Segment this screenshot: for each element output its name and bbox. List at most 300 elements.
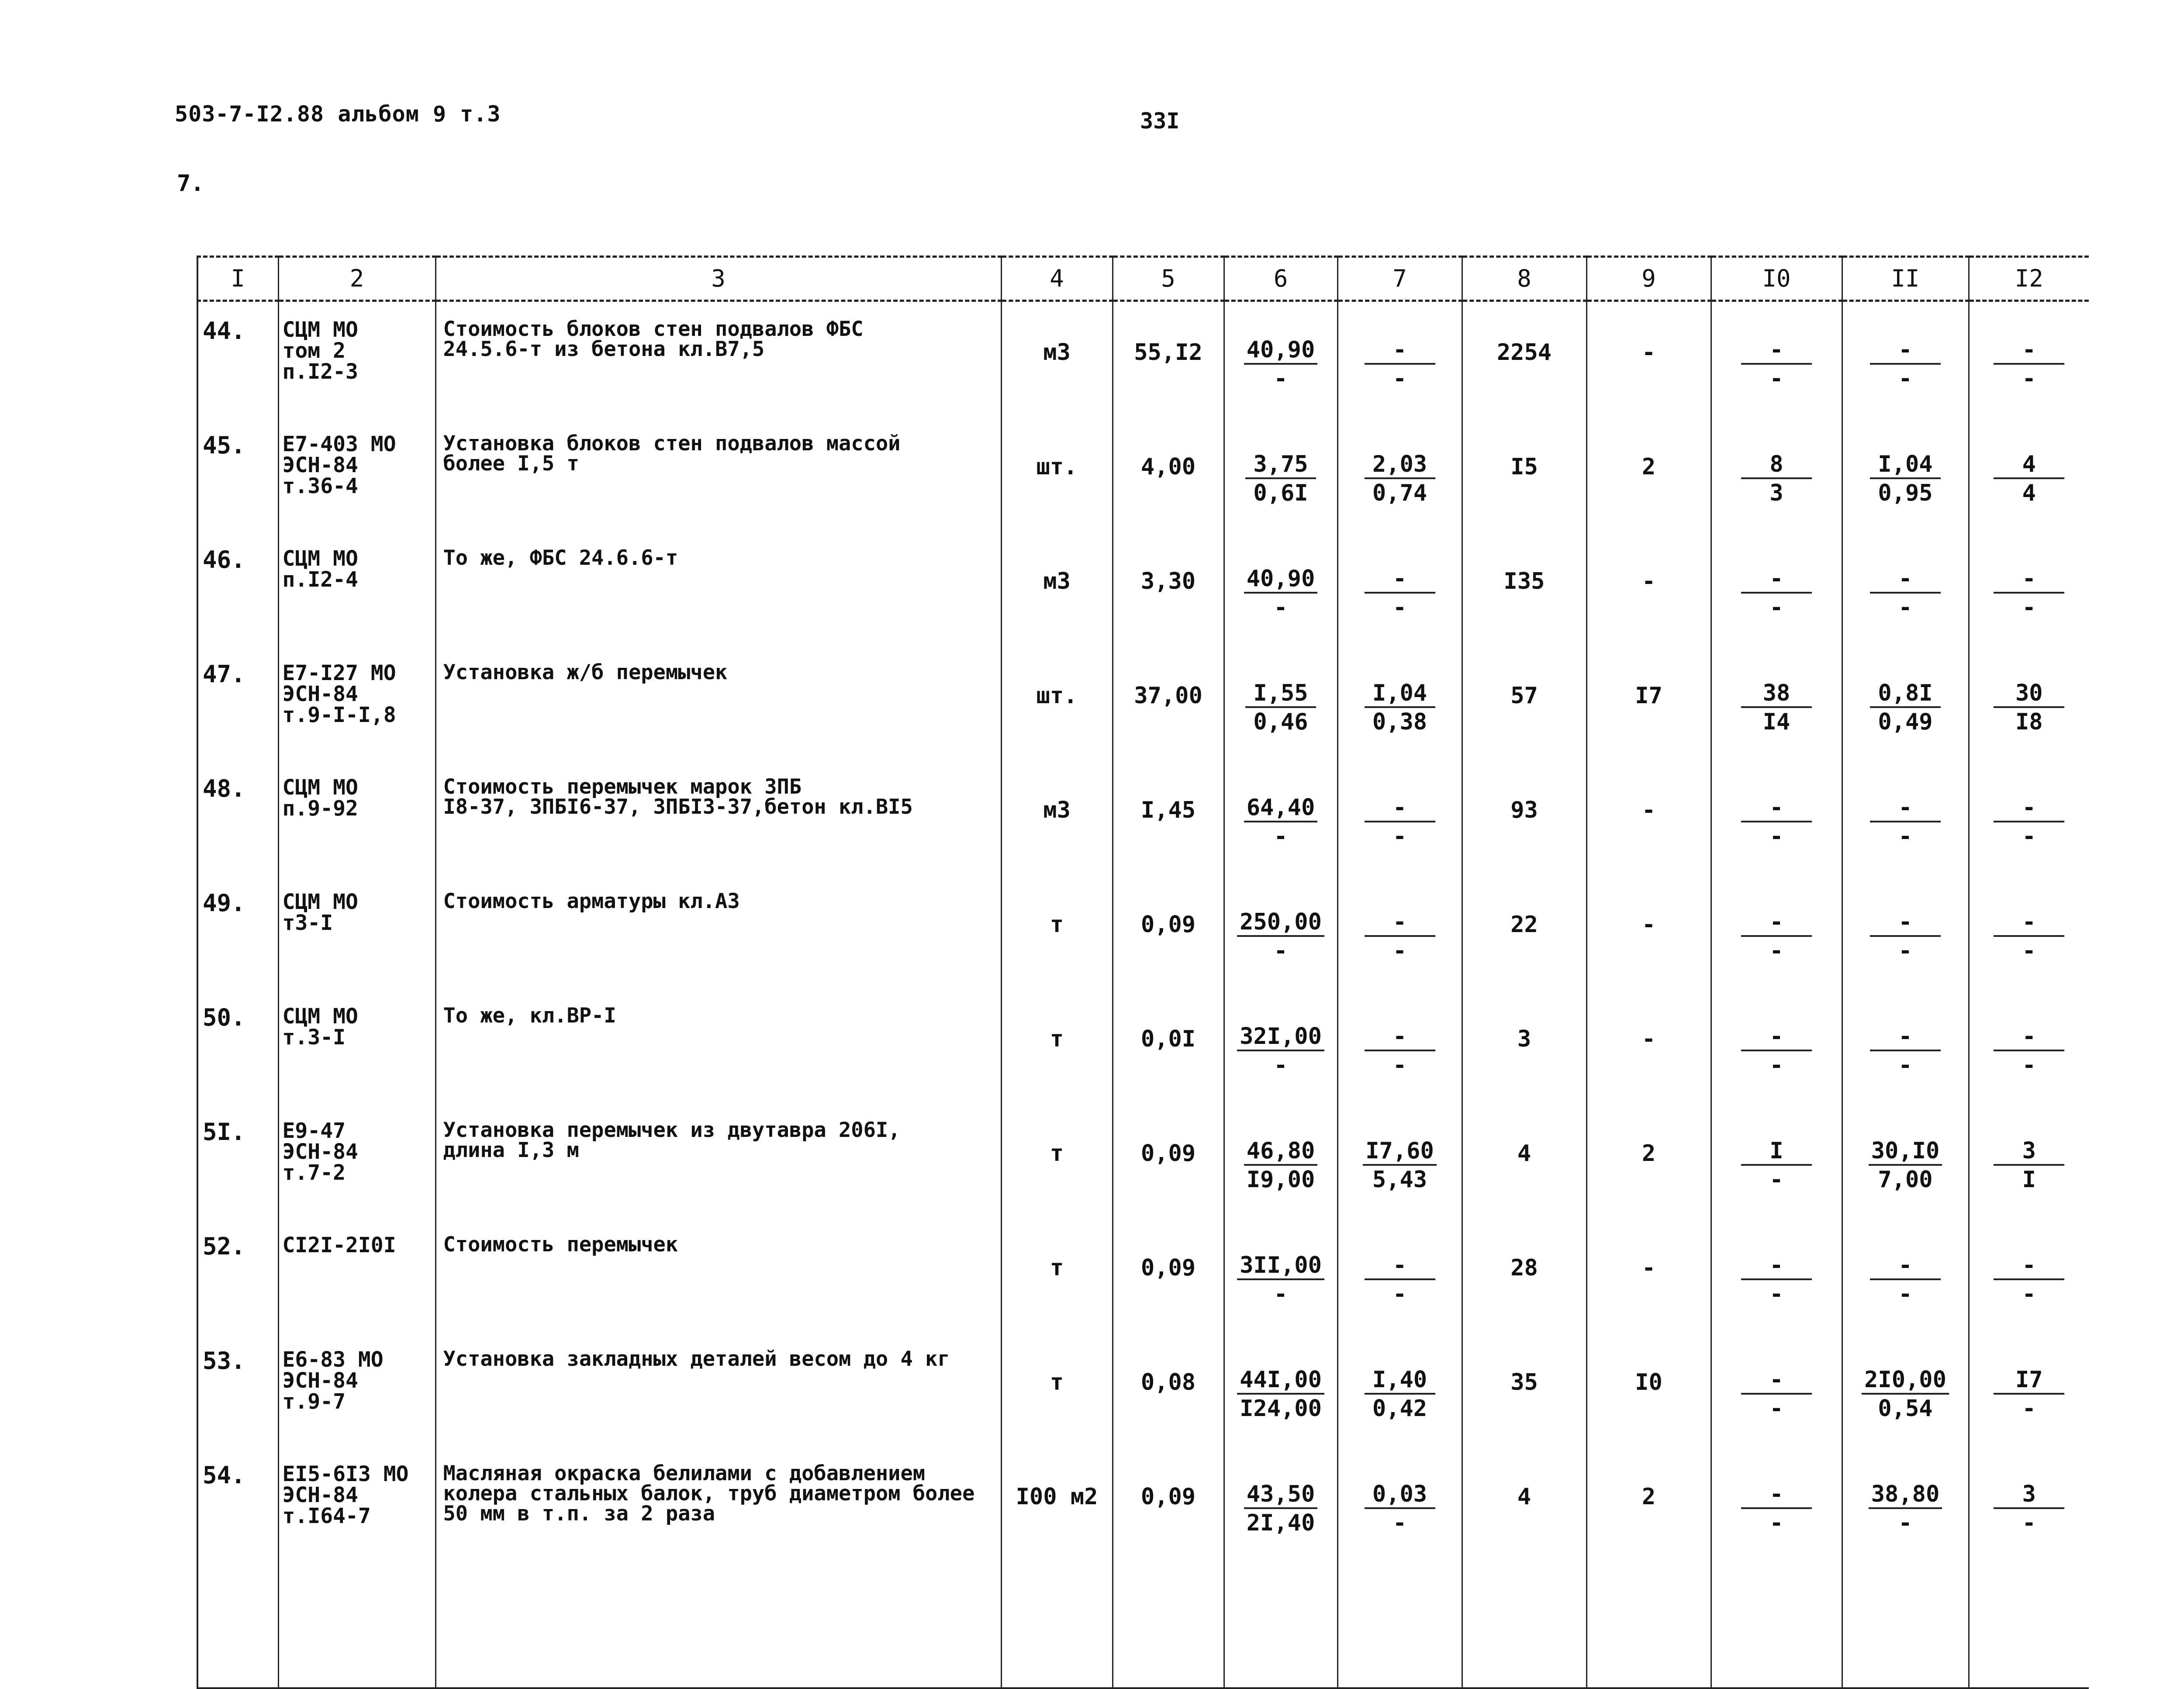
fraction-denominator: - <box>1769 1167 1783 1193</box>
fraction <box>1338 1254 1462 1306</box>
fraction-cell-c6 <box>1224 777 1337 891</box>
fraction <box>1225 567 1337 619</box>
fraction-cell-c10 <box>1711 434 1842 548</box>
fraction-denominator: - <box>1393 938 1407 964</box>
quantity: 55,I2 <box>1113 319 1224 434</box>
fraction-numerator: 2I0,00 <box>1862 1368 1949 1395</box>
fraction-numerator: I,04 <box>1870 453 1941 479</box>
fraction-numerator: 0,03 <box>1365 1483 1435 1509</box>
fraction-numerator: - <box>1994 796 2064 822</box>
fraction-numerator: 3 <box>1994 1483 2064 1509</box>
fraction <box>1843 453 1968 504</box>
row-number: 49. <box>197 891 278 1006</box>
empty-cell <box>1462 1578 1586 1688</box>
work-name: Установка ж/б перемычек <box>435 663 1001 777</box>
fraction-denominator: 0,74 <box>1372 480 1427 506</box>
fraction-cell-c10 <box>1711 891 1842 1006</box>
empty-cell <box>1842 1578 1969 1688</box>
fraction-numerator: - <box>1741 1254 1812 1280</box>
row-number: 54. <box>197 1464 278 1578</box>
fraction-cell-c12 <box>1969 434 2089 548</box>
fraction <box>1225 1483 1337 1534</box>
fraction-numerator: - <box>1994 1025 2064 1051</box>
unit: т <box>1001 1120 1113 1235</box>
norm-code: Е9-47 ЭСН-84 т.7-2 <box>278 1120 435 1235</box>
fraction-numerator: 38 <box>1741 682 1812 708</box>
fraction <box>1970 453 2089 504</box>
fraction-numerator: 40,90 <box>1244 567 1318 594</box>
fraction-denominator: - <box>1898 366 1912 392</box>
unit: т <box>1001 1006 1113 1120</box>
fraction-denominator: - <box>2022 1052 2036 1078</box>
fraction-cell-c11 <box>1842 663 1969 777</box>
table-end-row <box>197 1578 2089 1688</box>
table-row <box>197 1349 2089 1464</box>
fraction-numerator: - <box>1741 567 1812 594</box>
fraction-denominator: - <box>1274 938 1288 964</box>
fraction-cell-c12 <box>1969 777 2089 891</box>
fraction-cell-c10 <box>1711 777 1842 891</box>
fraction-denominator: - <box>1274 594 1288 621</box>
fraction-cell-c7 <box>1337 548 1462 663</box>
fraction-denominator: - <box>1898 1510 1912 1536</box>
norm-code: Е7-I27 МО ЭСН-84 т.9-I-I,8 <box>278 663 435 777</box>
column-header-row <box>197 257 2089 301</box>
table-row <box>197 663 2089 777</box>
column-header: 8 <box>1462 257 1586 301</box>
work-name: То же, ФБС 24.6.6-т <box>435 548 1001 663</box>
quantity: 4,00 <box>1113 434 1224 548</box>
fraction-cell-c7 <box>1337 1235 1462 1349</box>
fraction <box>1225 1025 1337 1077</box>
column-9-value: - <box>1586 1006 1711 1120</box>
fraction <box>1712 1368 1842 1420</box>
fraction-denominator: I <box>2022 1167 2036 1193</box>
document-code: 503-7-I2.88 альбом 9 т.3 <box>175 101 501 127</box>
fraction-numerator: 3 <box>1994 1140 2064 1166</box>
fraction-denominator: - <box>2022 1510 2036 1536</box>
fraction-cell-c7 <box>1337 777 1462 891</box>
fraction-numerator: - <box>1870 911 1941 937</box>
column-9-value: - <box>1586 1235 1711 1349</box>
fraction-numerator: 4 <box>1994 453 2064 479</box>
fraction <box>1970 1254 2089 1306</box>
table-row <box>197 891 2089 1006</box>
fraction-numerator: - <box>1365 567 1435 594</box>
total-cost: 35 <box>1462 1349 1586 1464</box>
fraction-cell-c6 <box>1224 319 1337 434</box>
work-name: Установка закладных деталей весом до 4 кг <box>435 1349 1001 1464</box>
fraction-cell-c7 <box>1337 663 1462 777</box>
fraction-denominator: - <box>1769 594 1783 621</box>
work-name: То же, кл.ВР-I <box>435 1006 1001 1120</box>
column-header: I2 <box>1969 257 2089 301</box>
fraction-numerator: 38,80 <box>1869 1483 1942 1509</box>
column-9-value: - <box>1586 319 1711 434</box>
empty-cell <box>1969 1578 2089 1688</box>
fraction-denominator: 0,46 <box>1253 709 1308 735</box>
fraction <box>1712 1254 1842 1306</box>
fraction-cell-c10 <box>1711 548 1842 663</box>
fraction-denominator: - <box>1769 1510 1783 1536</box>
fraction <box>1970 567 2089 619</box>
fraction <box>1843 796 1968 848</box>
fraction-numerator: 8 <box>1741 453 1812 479</box>
fraction-cell-c7 <box>1337 1349 1462 1464</box>
total-cost: 57 <box>1462 663 1586 777</box>
fraction-numerator: 0,8I <box>1870 682 1941 708</box>
fraction-numerator: - <box>1365 1025 1435 1051</box>
fraction <box>1225 796 1337 848</box>
fraction <box>1970 338 2089 390</box>
fraction-cell-c6 <box>1224 1349 1337 1464</box>
fraction <box>1970 796 2089 848</box>
quantity: 37,00 <box>1113 663 1224 777</box>
fraction <box>1225 1254 1337 1306</box>
fraction-denominator: 3 <box>1769 480 1783 506</box>
fraction-cell-c6 <box>1224 1235 1337 1349</box>
fraction-numerator: 40,90 <box>1244 338 1318 365</box>
fraction-denominator: - <box>1274 1281 1288 1307</box>
work-name: Стоимость перемычек марок ЗПБ I8-37, ЗПБI6-37, ЗПБI3-37,бетон кл.ВI5 <box>435 777 1001 891</box>
fraction-numerator: - <box>1870 796 1941 822</box>
page-number: 33I <box>1140 108 1180 134</box>
norm-code: СЦМ МО т.3-I <box>278 1006 435 1120</box>
unit: шт. <box>1001 434 1113 548</box>
fraction-numerator: 46,80 <box>1244 1140 1318 1166</box>
fraction-numerator: - <box>1994 567 2064 594</box>
fraction-denominator: - <box>1393 823 1407 850</box>
fraction <box>1338 911 1462 962</box>
work-name: Стоимость арматуры кл.А3 <box>435 891 1001 1006</box>
unit: I00 м2 <box>1001 1464 1113 1578</box>
fraction-numerator: 64,40 <box>1244 796 1318 822</box>
total-cost: 3 <box>1462 1006 1586 1120</box>
fraction-denominator: - <box>2022 938 2036 964</box>
fraction <box>1338 682 1462 733</box>
fraction <box>1338 1368 1462 1420</box>
fraction-denominator: 4 <box>2022 480 2036 506</box>
fraction-cell-c12 <box>1969 663 2089 777</box>
fraction-denominator: - <box>1898 594 1912 621</box>
fraction <box>1338 1483 1462 1534</box>
work-name: Стоимость перемычек <box>435 1235 1001 1349</box>
fraction <box>1225 1140 1337 1191</box>
fraction-cell-c11 <box>1842 1120 1969 1235</box>
fraction-cell-c10 <box>1711 1349 1842 1464</box>
fraction-cell-c12 <box>1969 1120 2089 1235</box>
estimate-table <box>197 256 2089 1689</box>
fraction-numerator: 2,03 <box>1365 453 1435 479</box>
fraction-numerator: 30,I0 <box>1869 1140 1942 1166</box>
norm-code: Е7-403 МО ЭСН-84 т.36-4 <box>278 434 435 548</box>
column-9-value: - <box>1586 777 1711 891</box>
fraction <box>1970 682 2089 733</box>
fraction-numerator: - <box>1365 911 1435 937</box>
quantity: 0,09 <box>1113 1235 1224 1349</box>
fraction-numerator: - <box>1870 1254 1941 1280</box>
fraction-numerator: 43,50 <box>1244 1483 1318 1509</box>
fraction-denominator: 5,43 <box>1372 1167 1427 1193</box>
column-header: 9 <box>1586 257 1711 301</box>
fraction-denominator: - <box>2022 594 2036 621</box>
fraction-cell-c6 <box>1224 548 1337 663</box>
fraction-cell-c12 <box>1969 1235 2089 1349</box>
fraction <box>1843 682 1968 733</box>
fraction <box>1712 682 1842 733</box>
fraction <box>1843 1254 1968 1306</box>
fraction-denominator: 0,38 <box>1372 709 1427 735</box>
fraction-numerator: 44I,00 <box>1237 1368 1324 1395</box>
total-cost: 4 <box>1462 1120 1586 1235</box>
fraction-denominator: 0,42 <box>1372 1395 1427 1422</box>
fraction-cell-c10 <box>1711 1120 1842 1235</box>
unit: т <box>1001 891 1113 1006</box>
table-row <box>197 1006 2089 1120</box>
fraction-denominator: - <box>1769 366 1783 392</box>
quantity: 0,0I <box>1113 1006 1224 1120</box>
column-9-value: 2 <box>1586 434 1711 548</box>
row-number: 52. <box>197 1235 278 1349</box>
fraction-denominator: 7,00 <box>1878 1167 1933 1193</box>
norm-code: СЦМ МО т3-I <box>278 891 435 1006</box>
column-header: 5 <box>1113 257 1224 301</box>
fraction-denominator: 0,6I <box>1253 480 1308 506</box>
fraction-numerator: - <box>1741 1368 1812 1395</box>
table-body <box>197 301 2089 1689</box>
fraction-numerator: 3II,00 <box>1237 1254 1324 1280</box>
fraction-denominator: - <box>1393 1510 1407 1536</box>
fraction <box>1338 453 1462 504</box>
fraction <box>1843 338 1968 390</box>
fraction-numerator: - <box>1994 1254 2064 1280</box>
fraction-numerator: 250,00 <box>1237 911 1324 937</box>
quantity: 0,09 <box>1113 891 1224 1006</box>
fraction-cell-c10 <box>1711 663 1842 777</box>
fraction <box>1712 796 1842 848</box>
total-cost: I35 <box>1462 548 1586 663</box>
fraction-numerator: 3,75 <box>1245 453 1316 479</box>
fraction-denominator: - <box>2022 1281 2036 1307</box>
table-row <box>197 434 2089 548</box>
empty-cell <box>1337 1578 1462 1688</box>
fraction-cell-c11 <box>1842 1349 1969 1464</box>
fraction <box>1712 911 1842 962</box>
fraction-cell-c6 <box>1224 1006 1337 1120</box>
empty-cell <box>435 1578 1001 1688</box>
fraction-denominator: I9,00 <box>1246 1167 1315 1193</box>
fraction-cell-c11 <box>1842 891 1969 1006</box>
row-number: 45. <box>197 434 278 548</box>
column-9-value: 2 <box>1586 1464 1711 1578</box>
fraction <box>1338 338 1462 390</box>
unit: т <box>1001 1349 1113 1464</box>
fraction-numerator: I,04 <box>1365 682 1435 708</box>
norm-code: СЦМ МО п.I2-4 <box>278 548 435 663</box>
fraction-numerator: 30 <box>1994 682 2064 708</box>
total-cost: 93 <box>1462 777 1586 891</box>
fraction-numerator: - <box>1365 796 1435 822</box>
fraction <box>1225 682 1337 733</box>
row-number: 47. <box>197 663 278 777</box>
table-row <box>197 319 2089 434</box>
fraction <box>1843 1368 1968 1420</box>
fraction-cell-c11 <box>1842 777 1969 891</box>
fraction <box>1338 796 1462 848</box>
fraction-denominator: - <box>1393 1052 1407 1078</box>
fraction-numerator: I,55 <box>1245 682 1316 708</box>
table-row <box>197 777 2089 891</box>
fraction <box>1970 1483 2089 1534</box>
fraction-denominator: - <box>1393 594 1407 621</box>
unit: м3 <box>1001 319 1113 434</box>
fraction-denominator: - <box>1898 1281 1912 1307</box>
fraction-denominator: I4 <box>1762 709 1790 735</box>
column-header: 7 <box>1337 257 1462 301</box>
fraction-denominator: - <box>1898 938 1912 964</box>
fraction-numerator: I7 <box>1994 1368 2064 1395</box>
fraction-cell-c10 <box>1711 1235 1842 1349</box>
quantity: 3,30 <box>1113 548 1224 663</box>
table-row <box>197 1235 2089 1349</box>
fraction-cell-c7 <box>1337 434 1462 548</box>
column-9-value: 2 <box>1586 1120 1711 1235</box>
fraction-cell-c12 <box>1969 1349 2089 1464</box>
fraction-cell-c6 <box>1224 1120 1337 1235</box>
fraction-numerator: - <box>1994 911 2064 937</box>
work-name: Установка блоков стен подвалов массой более I,5 т <box>435 434 1001 548</box>
fraction-cell-c7 <box>1337 319 1462 434</box>
fraction-numerator: - <box>1870 567 1941 594</box>
norm-code: СЦМ МО п.9-92 <box>278 777 435 891</box>
row-number: 50. <box>197 1006 278 1120</box>
quantity: 0,08 <box>1113 1349 1224 1464</box>
norm-code: ЕI5-6I3 МО ЭСН-84 т.I64-7 <box>278 1464 435 1578</box>
fraction-denominator: - <box>1274 366 1288 392</box>
fraction-numerator: I <box>1741 1140 1812 1166</box>
fraction <box>1338 1025 1462 1077</box>
fraction <box>1225 453 1337 504</box>
fraction-numerator: - <box>1365 1254 1435 1280</box>
unit: шт. <box>1001 663 1113 777</box>
fraction-cell-c6 <box>1224 891 1337 1006</box>
total-cost: 2254 <box>1462 319 1586 434</box>
fraction-numerator: - <box>1870 1025 1941 1051</box>
table-row <box>197 1464 2089 1578</box>
fraction-denominator: - <box>1274 1052 1288 1078</box>
fraction-numerator: - <box>1365 338 1435 365</box>
unit: т <box>1001 1235 1113 1349</box>
column-9-value: - <box>1586 548 1711 663</box>
fraction-denominator: - <box>1769 938 1783 964</box>
fraction-cell-c11 <box>1842 319 1969 434</box>
column-header: 3 <box>435 257 1001 301</box>
fraction-numerator: 32I,00 <box>1237 1025 1324 1051</box>
fraction-cell-c6 <box>1224 434 1337 548</box>
fraction-denominator: - <box>1898 1052 1912 1078</box>
fraction-cell-c12 <box>1969 891 2089 1006</box>
unit: м3 <box>1001 777 1113 891</box>
fraction-denominator: - <box>1393 1281 1407 1307</box>
work-name: Масляная окраска белилами с добавлением колера стальных балок, труб диаметром более 50 мм в т.п. за 2 раза <box>435 1464 1001 1578</box>
column-header: II <box>1842 257 1969 301</box>
fraction-denominator: - <box>1769 1395 1783 1422</box>
fraction <box>1843 567 1968 619</box>
fraction-denominator: - <box>1769 1281 1783 1307</box>
empty-cell <box>1224 1578 1337 1688</box>
fraction-cell-c10 <box>1711 1464 1842 1578</box>
fraction <box>1712 567 1842 619</box>
fraction-numerator: I,40 <box>1365 1368 1435 1395</box>
fraction-numerator: - <box>1870 338 1941 365</box>
fraction-denominator: - <box>1769 1052 1783 1078</box>
fraction-numerator: - <box>1741 1025 1812 1051</box>
fraction-cell-c11 <box>1842 1006 1969 1120</box>
fraction <box>1843 1140 1968 1191</box>
fraction <box>1970 1025 2089 1077</box>
fraction <box>1338 1140 1462 1191</box>
total-cost: 22 <box>1462 891 1586 1006</box>
fraction-denominator: - <box>2022 1395 2036 1422</box>
fraction <box>1970 911 2089 962</box>
fraction <box>1970 1368 2089 1420</box>
fraction-cell-c7 <box>1337 1006 1462 1120</box>
column-header: I0 <box>1711 257 1842 301</box>
fraction-cell-c11 <box>1842 548 1969 663</box>
fraction <box>1712 1483 1842 1534</box>
table-row <box>197 1120 2089 1235</box>
row-number: 44. <box>197 319 278 434</box>
fraction <box>1225 1368 1337 1420</box>
fraction-cell-c7 <box>1337 1120 1462 1235</box>
norm-code: CI2I-2I0I <box>278 1235 435 1349</box>
fraction-denominator: 0,54 <box>1878 1395 1933 1422</box>
column-9-value: I0 <box>1586 1349 1711 1464</box>
spacer-row <box>197 301 2089 320</box>
norm-code: Е6-83 МО ЭСН-84 т.9-7 <box>278 1349 435 1464</box>
fraction <box>1225 911 1337 962</box>
fraction <box>1843 1483 1968 1534</box>
total-cost: I5 <box>1462 434 1586 548</box>
fraction-denominator: - <box>2022 366 2036 392</box>
fraction <box>1843 911 1968 962</box>
fraction <box>1712 1025 1842 1077</box>
row-number: 53. <box>197 1349 278 1464</box>
fraction <box>1225 338 1337 390</box>
section-number: 7. <box>177 170 204 197</box>
fraction-cell-c11 <box>1842 434 1969 548</box>
fraction <box>1970 1140 2089 1191</box>
fraction-denominator: I8 <box>2015 709 2043 735</box>
fraction-denominator: - <box>1274 823 1288 850</box>
work-name: Стоимость блоков стен подвалов ФБС 24.5.6-т из бетона кл.В7,5 <box>435 319 1001 434</box>
empty-cell <box>278 1578 435 1688</box>
norm-code: СЦМ МО том 2 п.I2-3 <box>278 319 435 434</box>
fraction-cell-c6 <box>1224 1464 1337 1578</box>
row-number: 48. <box>197 777 278 891</box>
fraction <box>1843 1025 1968 1077</box>
total-cost: 28 <box>1462 1235 1586 1349</box>
column-9-value: - <box>1586 891 1711 1006</box>
fraction-cell-c12 <box>1969 1464 2089 1578</box>
fraction-denominator: 0,49 <box>1878 709 1933 735</box>
fraction-cell-c12 <box>1969 548 2089 663</box>
fraction-cell-c10 <box>1711 319 1842 434</box>
fraction-numerator: - <box>1741 1483 1812 1509</box>
column-9-value: I7 <box>1586 663 1711 777</box>
table-row <box>197 548 2089 663</box>
fraction-numerator: - <box>1741 796 1812 822</box>
